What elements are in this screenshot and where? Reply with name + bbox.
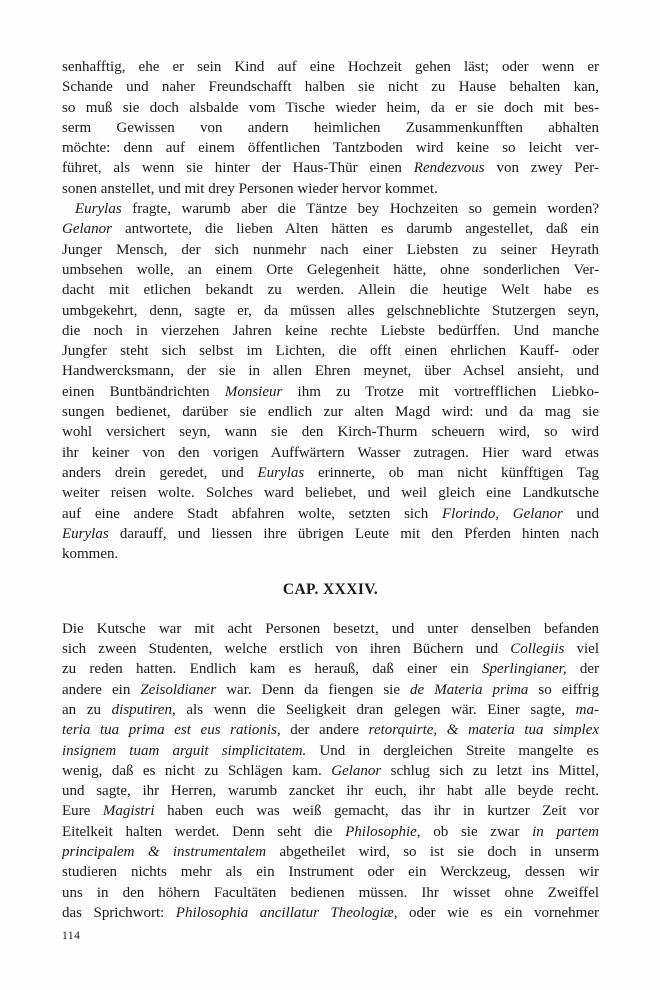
text-line: wenig, daß es nicht zu Schlägen kam. Gelanor schlug sich zu letzt ins Mittel, xyxy=(62,762,599,779)
italic-text: Eurylas xyxy=(62,525,109,542)
paragraph xyxy=(62,619,599,923)
text-line: die noch in vierzehen Jahren keine rechte Liebste bedürffen. Und manche xyxy=(62,322,599,339)
italic-text: Sperlingianer, xyxy=(481,661,567,678)
italic-text: insignem tuam arguit simplicitatem. xyxy=(62,742,307,759)
italic-text: Eurylas xyxy=(257,464,305,481)
text-line: auf eine andere Stadt abfahren wolte, setzten sich Florindo, Gelanor und xyxy=(62,505,599,522)
paragraph xyxy=(62,199,599,564)
italic-text: de Materia prima xyxy=(410,681,529,698)
italic-text: Eurylas xyxy=(75,201,122,218)
italic-text: Florindo, Gelanor xyxy=(441,505,563,522)
italic-text: Monsieur xyxy=(224,383,283,400)
text-line: zu reden hatten. Endlich kam es herauß, daß einer ein Sperlingianer, der xyxy=(62,661,599,678)
text-line: Gelanor antwortete, die lieben Alten hätten es darumb angestellet, daß ein xyxy=(62,221,599,238)
text-line: insignem tuam arguit simplicitatem. Und in dergleichen Streite mangelte es xyxy=(62,742,599,759)
text-line: principalem & instrumentalem abgetheilet wird, so ist sie doch in unserm xyxy=(62,843,599,860)
text-line: Eurylas darauff, und liessen ihre übrigen Leute mit den Pferden hinten nach xyxy=(62,525,599,542)
italic-text: Rendezvous xyxy=(413,160,485,177)
italic-text: retorquirte, & materia tua simplex xyxy=(368,722,599,739)
italic-text: Magistri xyxy=(102,803,155,820)
text-line: kommen. xyxy=(62,546,119,563)
text-line: Handwercksmann, der sie in allen Ehren meynet, über Achsel ansieht, und xyxy=(62,363,599,380)
text-line: möchte: denn auf einem öffentlichen Tantzboden wird keine so leicht ver- xyxy=(62,140,599,157)
text-line: serm Gewissen von andern heimlichen Zusammenkunfften abhalten xyxy=(62,119,599,136)
italic-text: teria tua prima est eus rationis, xyxy=(62,722,281,739)
italic-text: Collegiis xyxy=(510,641,565,658)
text-line: Jungfer steht sich selbst im Lichten, die offt einen ehrlichen Kauff- oder xyxy=(62,343,599,360)
text-line: teria tua prima est eus rationis, der andere retorquirte, & materia tua simplex xyxy=(62,722,599,739)
italic-text: Philosophie, xyxy=(345,823,421,840)
text-block xyxy=(62,57,599,923)
text-line: ihr keiner von den vorigen Auffwärtern Wasser zutragen. Hier ward etwas xyxy=(62,444,599,461)
text-line: führet, als wenn sie hinter der Haus-Thür einen Rendezvous von zwey Per- xyxy=(62,160,599,177)
italic-text: Gelanor xyxy=(62,221,112,238)
text-line: Eure Magistri haben euch was weiß gemacht, das ihr in kurtzer Zeit vor xyxy=(62,803,599,820)
text-line: weiter reisen wolte. Solches ward beliebet, und weil gleich eine Landkutsche xyxy=(62,485,599,502)
italic-text: Gelanor xyxy=(331,762,382,779)
text-line: Schande und naher Freundschafft halben sie nicht zu Hause behalten kan, xyxy=(62,79,599,96)
text-line: Eitelkeit halten werdet. Denn seht die Philosophie, ob sie zwar in partem xyxy=(62,823,599,840)
text-line: an zu disputiren, als wenn die Seeligkeit dran gelegen wär. Einer sagte, ma- xyxy=(62,701,599,718)
text-line: so muß sie doch alsbalde vom Tische wieder heim, da er sie doch mit bes- xyxy=(62,99,599,116)
chapter-heading: CAP. XXXIV. xyxy=(282,581,379,599)
text-line: und sagte, ihr Herren, warumb zancket ihr euch, ihr habt alle beyde recht. xyxy=(62,783,599,800)
text-line: uns in den höhern Facultäten bedienen müssen. Ihr wisset ohne Zweiffel xyxy=(62,884,599,901)
text-line: Die Kutsche war mit acht Personen besetzt, und unter denselben befanden xyxy=(62,620,599,637)
text-line: das Sprichwort: Philosophia ancillatur Theologiæ, oder wie es ein vornehmer xyxy=(62,904,599,921)
text-line: anders drein geredet, und Eurylas erinnerte, ob man nicht künfftigen Tag xyxy=(62,464,599,481)
italic-text: principalem & instrumentalem xyxy=(62,843,267,860)
text-line: dacht mit etlichen bekandt zu werden. Allein die heutige Welt habe es xyxy=(62,282,599,299)
text-line: studieren nichts mehr als ein Instrument oder ein Werckzeug, dessen wir xyxy=(62,864,599,881)
text-line: sich zween Studenten, welche erstlich von ihren Büchern und Collegiis viel xyxy=(62,641,599,658)
text-line: sonen anstellet, und mit drey Personen wieder hervor kommet. xyxy=(62,180,438,197)
italic-text: Philosophia ancillatur Theologiæ, xyxy=(175,904,398,921)
text-line: einen Buntbändrichten Monsieur ihm zu Trotze mit vortrefflichen Liebko- xyxy=(62,383,599,400)
text-line: sungen bedienet, darüber sie endlich zur alten Magd wird: und da mag sie xyxy=(62,404,599,421)
text-line: senhafftig, ehe er sein Kind auf eine Hochzeit gehen läst; oder wenn er xyxy=(62,59,599,75)
italic-text: in partem xyxy=(532,823,599,840)
text-line: wohl versichert seyn, wann sie den Kirch-Thurm scheuern wird, so wird xyxy=(62,424,599,441)
text-line: Junger Mensch, der sich nunmehr nach einer Liebsten zu seiner Heyrath xyxy=(62,241,599,258)
italic-text: ma- xyxy=(575,701,599,718)
paragraph xyxy=(62,57,599,199)
text-line: andere ein Zeisoldianer war. Denn da fiengen sie de Materia prima so eiffrig xyxy=(62,681,599,698)
page-number: 114 xyxy=(62,930,81,942)
italic-text: Zeisoldianer xyxy=(140,681,217,698)
text-line: Eurylas fragte, warumb aber die Täntze bey Hochzeiten so gemein worden? xyxy=(75,201,599,218)
text-line: umbgekehrt, denn, sagte er, da müssen alles gelschneblichte Stutzergen seyn, xyxy=(62,302,599,319)
italic-text: disputiren, xyxy=(111,701,176,718)
text-line: umbsehen wolle, an einem Orte Gelegenheit hätte, ohne sonderlichen Ver- xyxy=(62,261,599,278)
